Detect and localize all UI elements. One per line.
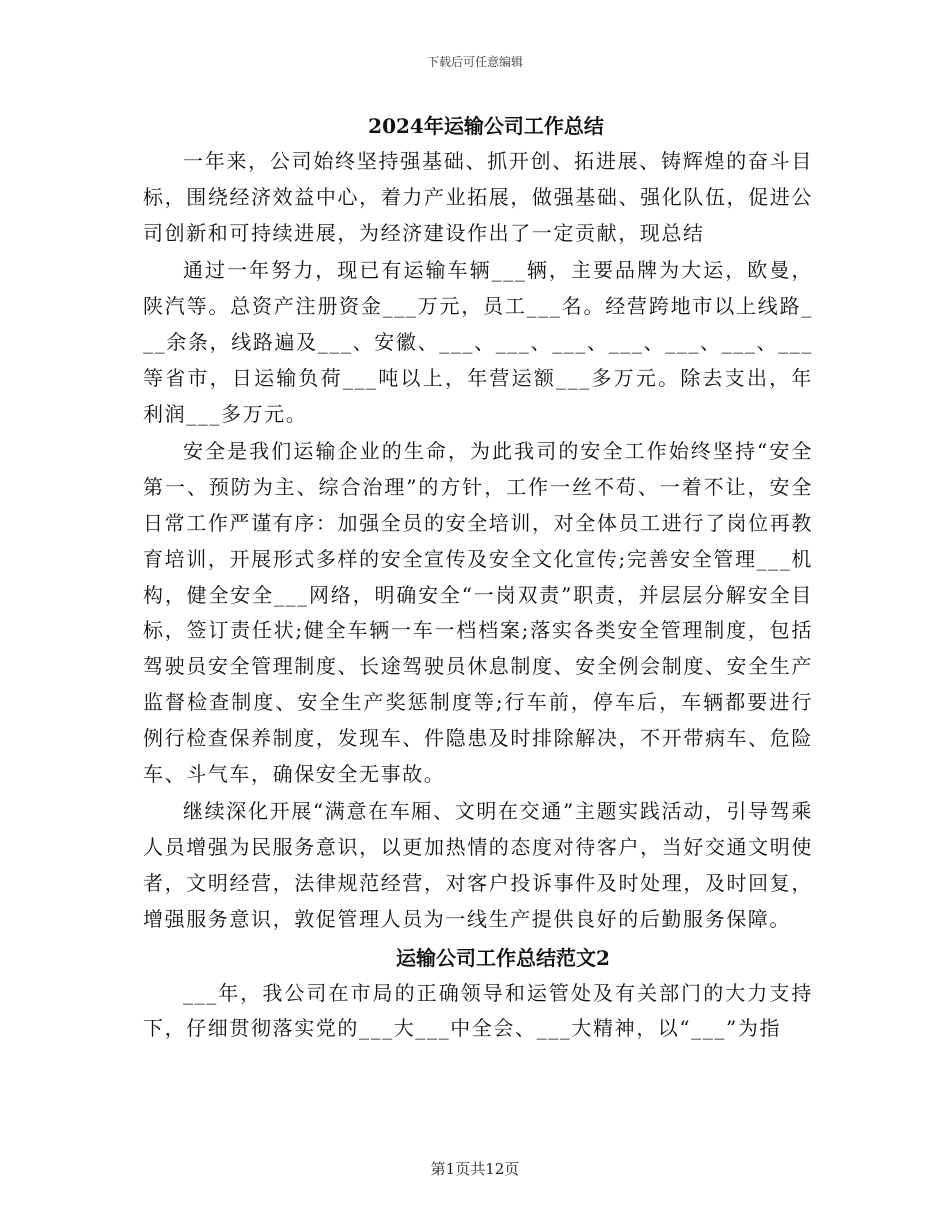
paragraph-intro: 一年来，公司始终坚持强基础、抓开创、拓进展、铸辉煌的奋斗目标，围绕经济效益中心，着力产业拓展，做强基础、强化队伍，促进公司创新和可持续进展，为经济建设作出了一定贡献，现总结 [143, 149, 813, 245]
header-note: 下载后可任意编辑 [426, 55, 523, 69]
paragraph-service: 继续深化开展“满意在车厢、文明在交通”主题实践活动，引导驾乘人员增强为民服务意识，以更加热情的态度对待客户，当好交通文明使者，文明经营，法律规范经营，对客户投诉事件及时处理，及时回复，增强服务意识，敦促管理人员为一线生产提供良好的后勤服务保障。 [143, 799, 813, 931]
page-indicator: 第1页共12页 [430, 1160, 520, 1178]
paragraph-safety: 安全是我们运输企业的生命，为此我司的安全工作始终坚持“安全第一、预防为主、综合治理”的方针，工作一丝不苟、一着不让，安全日常工作严谨有序：加强全员的安全培训，对全体员工进行了岗位再教育培训，开展形式多样的安全宣传及安全文化宣传;完善安全管理___机构，健全安全___网络，明确安全“一岗双责”职责，并层层分解安全目标，签订责任状;健全车辆一车一档档案;落实各类安全管理制度，包括驾驶员安全管理制度、长途驾驶员休息制度、安全例会制度、安全生产监督检查制度、安全生产奖惩制度等;行车前，停车后，车辆都要进行例行检查保养制度，发现车、件隐患及时排除解决，不开带病车、危险车、斗气车，确保安全无事故。 [143, 439, 813, 786]
document-title: 2024年运输公司工作总结 [368, 114, 604, 138]
document-body [143, 108, 813, 1049]
paragraph-fleet-overview: 通过一年努力，现已有运输车辆___辆，主要品牌为大运，欧曼，陕汽等。总资产注册资金___万元，员工___名。经营跨地市以上线路___余条，线路遍及___、安徽、___、___、___、___、___、___、___等省市，日运输负荷___吨以上，年营运额___多万元。除去支出，年利润___多万元。 [143, 258, 813, 426]
paragraph-section2-intro: ___年，我公司在市局的正确领导和运管处及有关部门的大力支持下，仔细贯彻落实党的___大___中全会、___大精神，以“___”为指 [143, 980, 813, 1041]
section2-title: 运输公司工作总结范文2 [396, 945, 610, 970]
